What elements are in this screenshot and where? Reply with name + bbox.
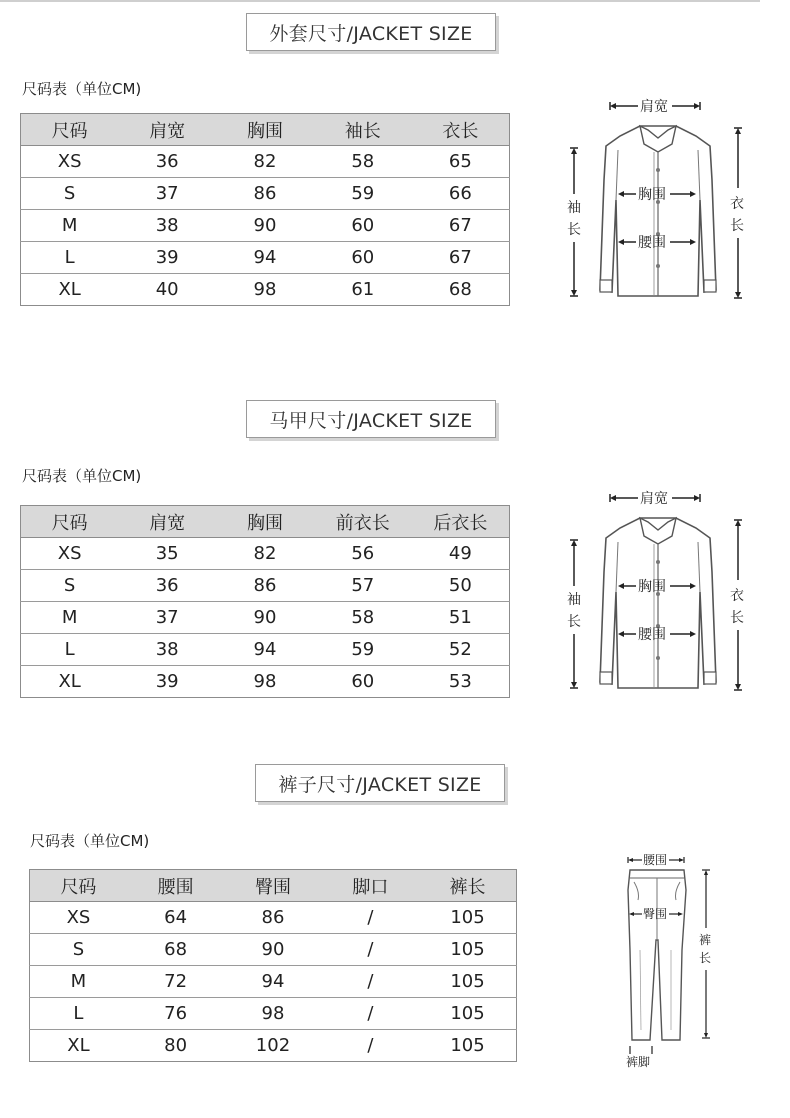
- table-cell: /: [367, 1035, 374, 1056]
- table-cell: 105: [419, 934, 516, 966]
- table-cell: 82: [216, 538, 314, 570]
- table-cell: 60: [314, 210, 412, 242]
- table-cell: /: [322, 934, 419, 966]
- table-cell: 60: [351, 671, 375, 692]
- table-cell: 94: [224, 966, 321, 998]
- table-cell: S: [30, 934, 127, 966]
- section-title: 裤子尺寸/JACKET SIZE: [255, 764, 505, 802]
- size-table: [20, 505, 510, 698]
- table-row: [21, 634, 510, 666]
- table-cell: 38: [118, 210, 216, 242]
- table-cell: 98: [253, 671, 277, 692]
- table-cell: /: [322, 966, 419, 998]
- table-cell: M: [30, 966, 127, 998]
- table-cell: 64: [127, 902, 224, 934]
- table-cell: 68: [448, 279, 472, 300]
- size-table: [20, 113, 510, 306]
- table-cell: 56: [314, 538, 412, 570]
- table-cell: /: [322, 902, 419, 934]
- table-cell: 86: [224, 902, 321, 934]
- table-cell: S: [21, 178, 119, 210]
- hem-label: 裤脚: [626, 1055, 651, 1069]
- table-row: [21, 602, 510, 634]
- unit-label: 尺码表（单位CM): [30, 832, 150, 850]
- sleeve-label-1: 袖: [567, 200, 581, 216]
- table-cell: 49: [412, 538, 510, 570]
- table-cell: 58: [314, 146, 412, 178]
- vest-size-section: [0, 392, 790, 752]
- length-label-2: 长: [730, 610, 744, 626]
- table-cell: XL: [58, 279, 81, 300]
- col-header: 肩宽: [118, 114, 216, 146]
- table-cell: 67: [412, 210, 510, 242]
- table-cell: 59: [314, 634, 412, 666]
- col-header: 尺码: [21, 506, 119, 538]
- length-label-1: 裤: [699, 933, 712, 947]
- waist-label: 腰围: [638, 627, 666, 643]
- table-cell: 90: [224, 934, 321, 966]
- table-cell: 86: [216, 570, 314, 602]
- table-cell: S: [21, 570, 119, 602]
- table-cell: 37: [118, 602, 216, 634]
- table-cell: 51: [412, 602, 510, 634]
- table-row: [30, 998, 517, 1030]
- col-header: 胸围: [216, 506, 314, 538]
- pants-size-section: [0, 756, 790, 1116]
- table-cell: 72: [127, 966, 224, 998]
- table-cell: 58: [314, 602, 412, 634]
- col-header: 衣长: [412, 114, 510, 146]
- sleeve-label-2: 长: [567, 222, 581, 238]
- table-cell: 36: [118, 570, 216, 602]
- table-cell: 39: [155, 671, 179, 692]
- table-cell: L: [21, 242, 119, 274]
- unit-label: 尺码表（单位CM): [22, 467, 142, 485]
- col-header: 脚口: [322, 870, 419, 902]
- table-row: [21, 178, 510, 210]
- shoulder-label: 肩宽: [640, 491, 668, 507]
- table-row: [21, 274, 510, 306]
- length-label-1: 衣: [730, 196, 744, 212]
- table-cell: XS: [30, 902, 127, 934]
- table-cell: /: [322, 998, 419, 1030]
- table-cell: 67: [412, 242, 510, 274]
- table-row: [21, 538, 510, 570]
- table-cell: 105: [419, 966, 516, 998]
- table-row: [21, 146, 510, 178]
- table-row: [30, 902, 517, 934]
- table-cell: 76: [127, 998, 224, 1030]
- table-cell: 36: [118, 146, 216, 178]
- table-cell: M: [21, 602, 119, 634]
- size-table: [29, 869, 517, 1062]
- chest-label: 胸围: [638, 579, 666, 595]
- table-cell: 65: [412, 146, 510, 178]
- chest-label: 胸围: [638, 187, 666, 203]
- table-row: [21, 570, 510, 602]
- table-cell: 102: [255, 1035, 291, 1056]
- col-header: 胸围: [216, 114, 314, 146]
- waist-label: 腰围: [643, 853, 668, 867]
- table-cell: 38: [118, 634, 216, 666]
- table-cell: 39: [118, 242, 216, 274]
- col-header: 尺码: [21, 114, 119, 146]
- table-cell: 90: [216, 602, 314, 634]
- table-cell: XS: [21, 146, 119, 178]
- table-row: [30, 1030, 517, 1062]
- table-cell: 80: [164, 1035, 188, 1056]
- table-cell: 105: [450, 1035, 485, 1056]
- pants-diagram: [610, 850, 730, 1070]
- table-row: [21, 210, 510, 242]
- unit-label: 尺码表（单位CM): [22, 80, 142, 98]
- table-header-row: [30, 870, 517, 902]
- table-cell: 105: [419, 902, 516, 934]
- table-cell: 82: [216, 146, 314, 178]
- table-cell: 52: [412, 634, 510, 666]
- sleeve-label-2: 长: [567, 614, 581, 630]
- col-header: 肩宽: [118, 506, 216, 538]
- table-header-row: [21, 506, 510, 538]
- table-cell: L: [30, 998, 127, 1030]
- table-cell: 98: [224, 998, 321, 1030]
- col-header: 臀围: [224, 870, 321, 902]
- col-header: 前衣长: [314, 506, 412, 538]
- table-cell: 61: [351, 279, 375, 300]
- section-title: 马甲尺寸/JACKET SIZE: [246, 400, 496, 438]
- col-header: 腰围: [127, 870, 224, 902]
- table-cell: 35: [118, 538, 216, 570]
- sleeve-label-1: 袖: [567, 592, 581, 608]
- table-cell: L: [21, 634, 119, 666]
- table-cell: 53: [448, 671, 472, 692]
- hip-label: 臀围: [643, 907, 668, 921]
- col-header: 后衣长: [412, 506, 510, 538]
- shoulder-label: 肩宽: [640, 99, 668, 115]
- table-cell: 59: [314, 178, 412, 210]
- table-header-row: [21, 114, 510, 146]
- table-cell: 86: [216, 178, 314, 210]
- table-cell: 50: [412, 570, 510, 602]
- table-row: [21, 242, 510, 274]
- table-row: [30, 966, 517, 998]
- shirt-diagram: [560, 482, 760, 702]
- length-label-1: 衣: [730, 588, 744, 604]
- table-cell: 40: [155, 279, 179, 300]
- table-cell: 90: [216, 210, 314, 242]
- table-cell: 66: [412, 178, 510, 210]
- col-header: 裤长: [419, 870, 516, 902]
- length-label-2: 长: [730, 218, 744, 234]
- table-cell: 98: [253, 279, 277, 300]
- table-cell: M: [21, 210, 119, 242]
- table-cell: 60: [314, 242, 412, 274]
- table-cell: 94: [216, 634, 314, 666]
- table-cell: XL: [58, 671, 81, 692]
- col-header: 袖长: [314, 114, 412, 146]
- length-label-2: 长: [699, 951, 712, 965]
- jacket-size-section: [0, 0, 790, 360]
- table-cell: 105: [419, 998, 516, 1030]
- table-cell: 94: [216, 242, 314, 274]
- table-cell: 37: [118, 178, 216, 210]
- waist-label: 腰围: [638, 235, 666, 251]
- table-cell: 57: [314, 570, 412, 602]
- table-cell: 68: [127, 934, 224, 966]
- col-header: 尺码: [30, 870, 127, 902]
- shirt-diagram: [560, 90, 760, 310]
- table-cell: XS: [21, 538, 119, 570]
- section-title: 外套尺寸/JACKET SIZE: [246, 13, 496, 51]
- table-row: [30, 934, 517, 966]
- table-cell: XL: [67, 1035, 90, 1056]
- table-row: [21, 666, 510, 698]
